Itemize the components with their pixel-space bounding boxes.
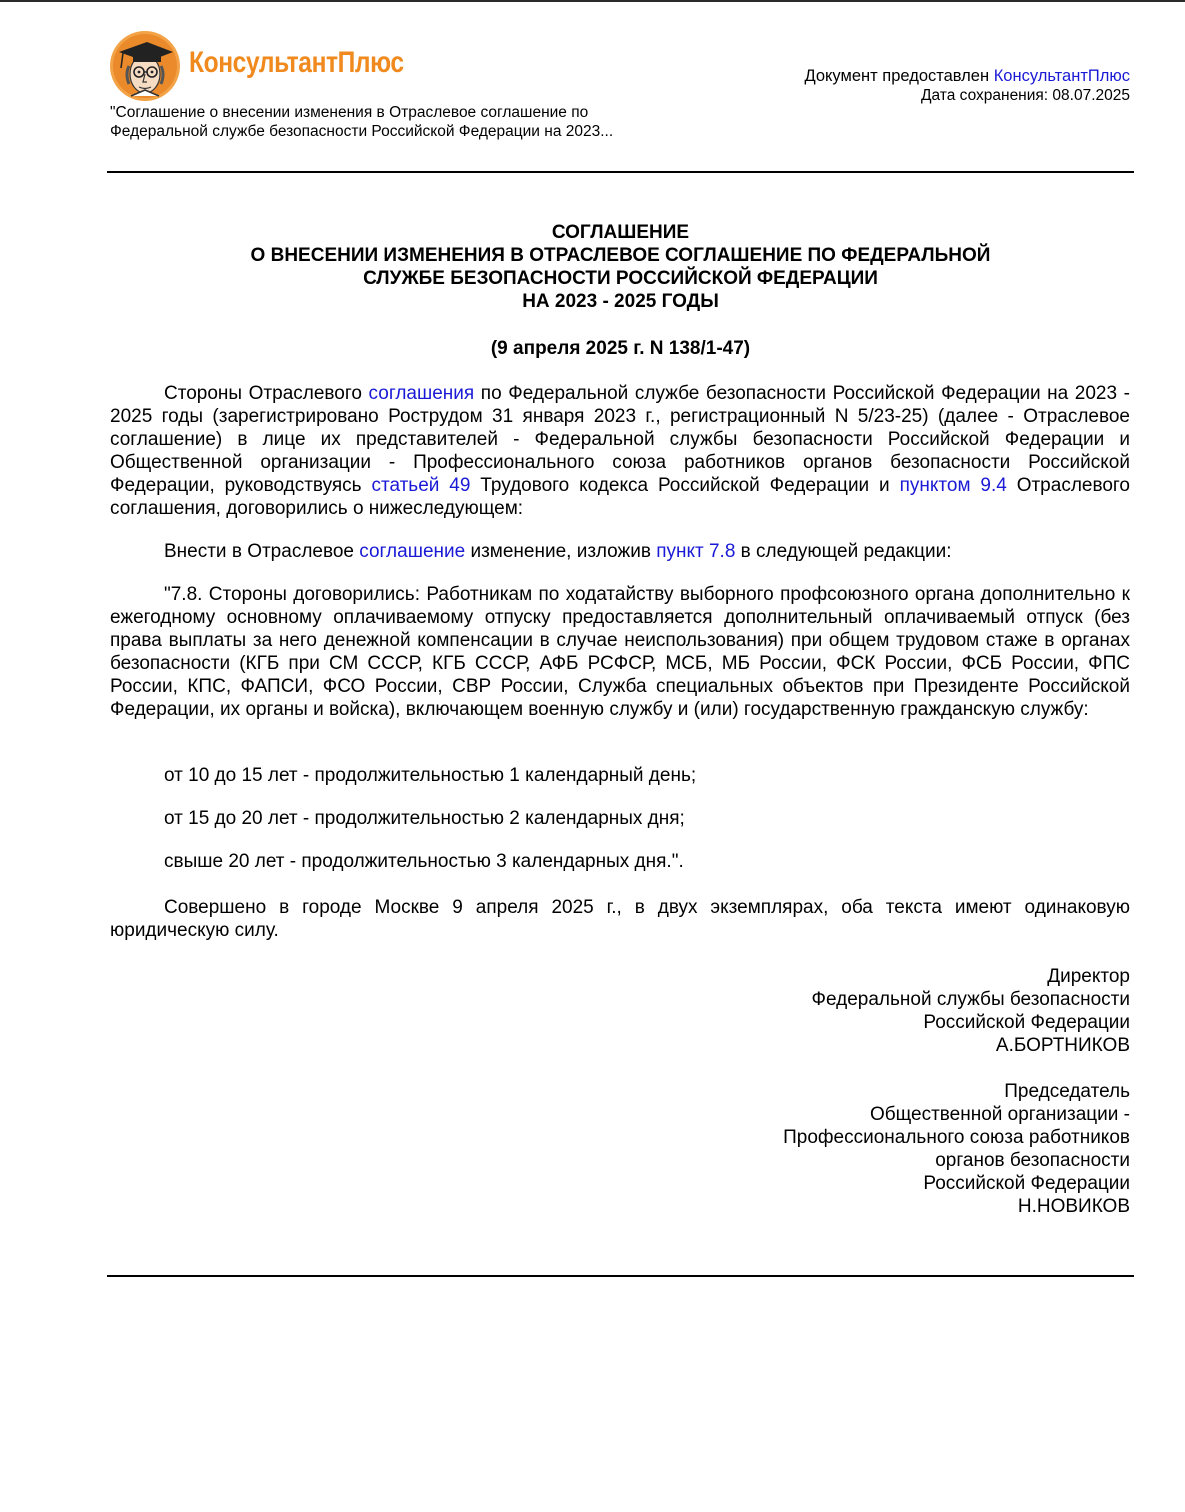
title-line-2: О ВНЕСЕНИИ ИЗМЕНЕНИЯ В ОТРАСЛЕВОЕ СОГЛАШЕНИЕ ПО ФЕДЕРАЛЬНОЙ: [250, 245, 991, 266]
logo-wordmark: КонсультантПлюс: [189, 46, 404, 79]
title-line-4: НА 2023 - 2025 ГОДЫ: [522, 291, 719, 312]
article-49-link[interactable]: статьей 49: [371, 475, 471, 496]
paragraph-clause-7-8: [110, 583, 1130, 721]
consultant-logo: [109, 30, 429, 102]
signatory-name: Н.НОВИКОВ: [1017, 1196, 1130, 1217]
para2-text-2: изменение, изложив: [465, 541, 657, 562]
consultant-plus-link[interactable]: КонсультантПлюс: [993, 67, 1130, 85]
signature-line: Председатель: [1004, 1081, 1130, 1102]
point-9-4-link[interactable]: пунктом 9.4: [899, 475, 1007, 496]
title-line-1: СОГЛАШЕНИЕ: [551, 222, 690, 243]
signature-line: Российской Федерации: [923, 1012, 1130, 1033]
para2-text-1: Внести в Отраслевое: [164, 541, 360, 562]
paragraph-done: [110, 896, 1130, 942]
list-item: от 10 до 15 лет - продолжительностью 1 календарный день;: [164, 765, 697, 786]
agreement-link[interactable]: соглашения: [368, 383, 475, 404]
save-date: Дата сохранения: 08.07.2025: [921, 87, 1130, 104]
provided-by-line: [804, 66, 1130, 86]
done-text: Совершено в городе Москве 9 апреля 2025 г., в двух экземплярах, оба текста имеют одинаковую юридическую силу.: [110, 897, 1130, 941]
paragraph-parties-text: [110, 382, 1130, 520]
signature-line: органов безопасности: [935, 1150, 1130, 1171]
point-7-8-link[interactable]: пункт 7.8: [656, 541, 736, 562]
page-top-border: [0, 0, 1185, 2]
list-item: от 15 до 20 лет - продолжительностью 2 календарных дня;: [164, 808, 685, 829]
signatory-name: А.БОРТНИКОВ: [995, 1035, 1130, 1056]
document-date-number: (9 апреля 2025 г. N 138/1-47): [490, 338, 751, 359]
signature-line: Российской Федерации: [923, 1173, 1130, 1194]
provided-by-label: Документ предоставлен: [804, 67, 994, 85]
agreement-link-2[interactable]: соглашение: [359, 541, 466, 562]
list-item: свыше 20 лет - продолжительностью 3 календарных дня.".: [164, 851, 684, 872]
header-divider: [107, 171, 1134, 173]
para1-text-1: Стороны Отраслевого: [164, 383, 369, 404]
para1-text-3: Трудового кодекса Российской Федерации и: [470, 475, 900, 496]
signature-line: Профессионального союза работников: [783, 1127, 1130, 1148]
document-title: [107, 221, 1134, 313]
para1-text-2: по Федеральной службе безопасности Российской Федерации на 2023 - 2025 годы (зарегистрировано Рострудом 31 января 2023 г., регистрационный N 5/23-25) (далее - Отраслевое соглашение) в лице их представителей - Федеральной службы безопасности Российской Федерации и Общественной организации - Профессионального союза работников органов безопасности Российской Федерации, руководствуясь: [110, 383, 1130, 496]
professor-logo-icon: [109, 30, 183, 102]
paragraph-amend: [110, 540, 1130, 563]
footer-divider: [107, 1275, 1134, 1277]
signature-line: Федеральной службы безопасности: [811, 989, 1130, 1010]
signature-line: Общественной организации -: [869, 1104, 1130, 1125]
provided-by-block: [804, 66, 1130, 106]
para2-text-3: в следующей редакции:: [735, 541, 952, 562]
paragraph-amend-text: [110, 540, 1130, 563]
signature-chairman: [783, 1080, 1130, 1218]
title-line-3: СЛУЖБЕ БЕЗОПАСНОСТИ РОССИЙСКОЙ ФЕДЕРАЦИИ: [363, 268, 878, 289]
signature-line: Директор: [1047, 966, 1130, 987]
clause-7-8-text: "7.8. Стороны договорились: Работникам по ходатайству выборного профсоюзного органа дополнительно к ежегодному основному оплачиваемому отпуску предоставляется дополнительный оплачиваемый отпуск (без права выплаты за него денежной компенсации в случае неиспользования) при общем трудовом стаже в органах безопасности (КГБ при СМ СССР, КГБ СССР, АФБ РСФСР, МСБ, МБ России, ФСК России, ФСБ России, ФПС России, КПС, ФАПСИ, ФСО России, СВР России, Служба специальных объектов при Президенте Российской Федерации, их органы и войска), включающем военную службу и (или) государственную гражданскую службу:: [110, 584, 1130, 720]
paragraph-parties: [110, 382, 1130, 520]
document-reference: "Соглашение о внесении изменения в Отраслевое соглашение по Федеральной службе безопасности Российской Федерации на 2023...: [110, 104, 614, 140]
signature-director: [812, 965, 1130, 1057]
para1-text-4: Отраслевого соглашения, договорились о нижеследующем:: [110, 475, 1130, 519]
